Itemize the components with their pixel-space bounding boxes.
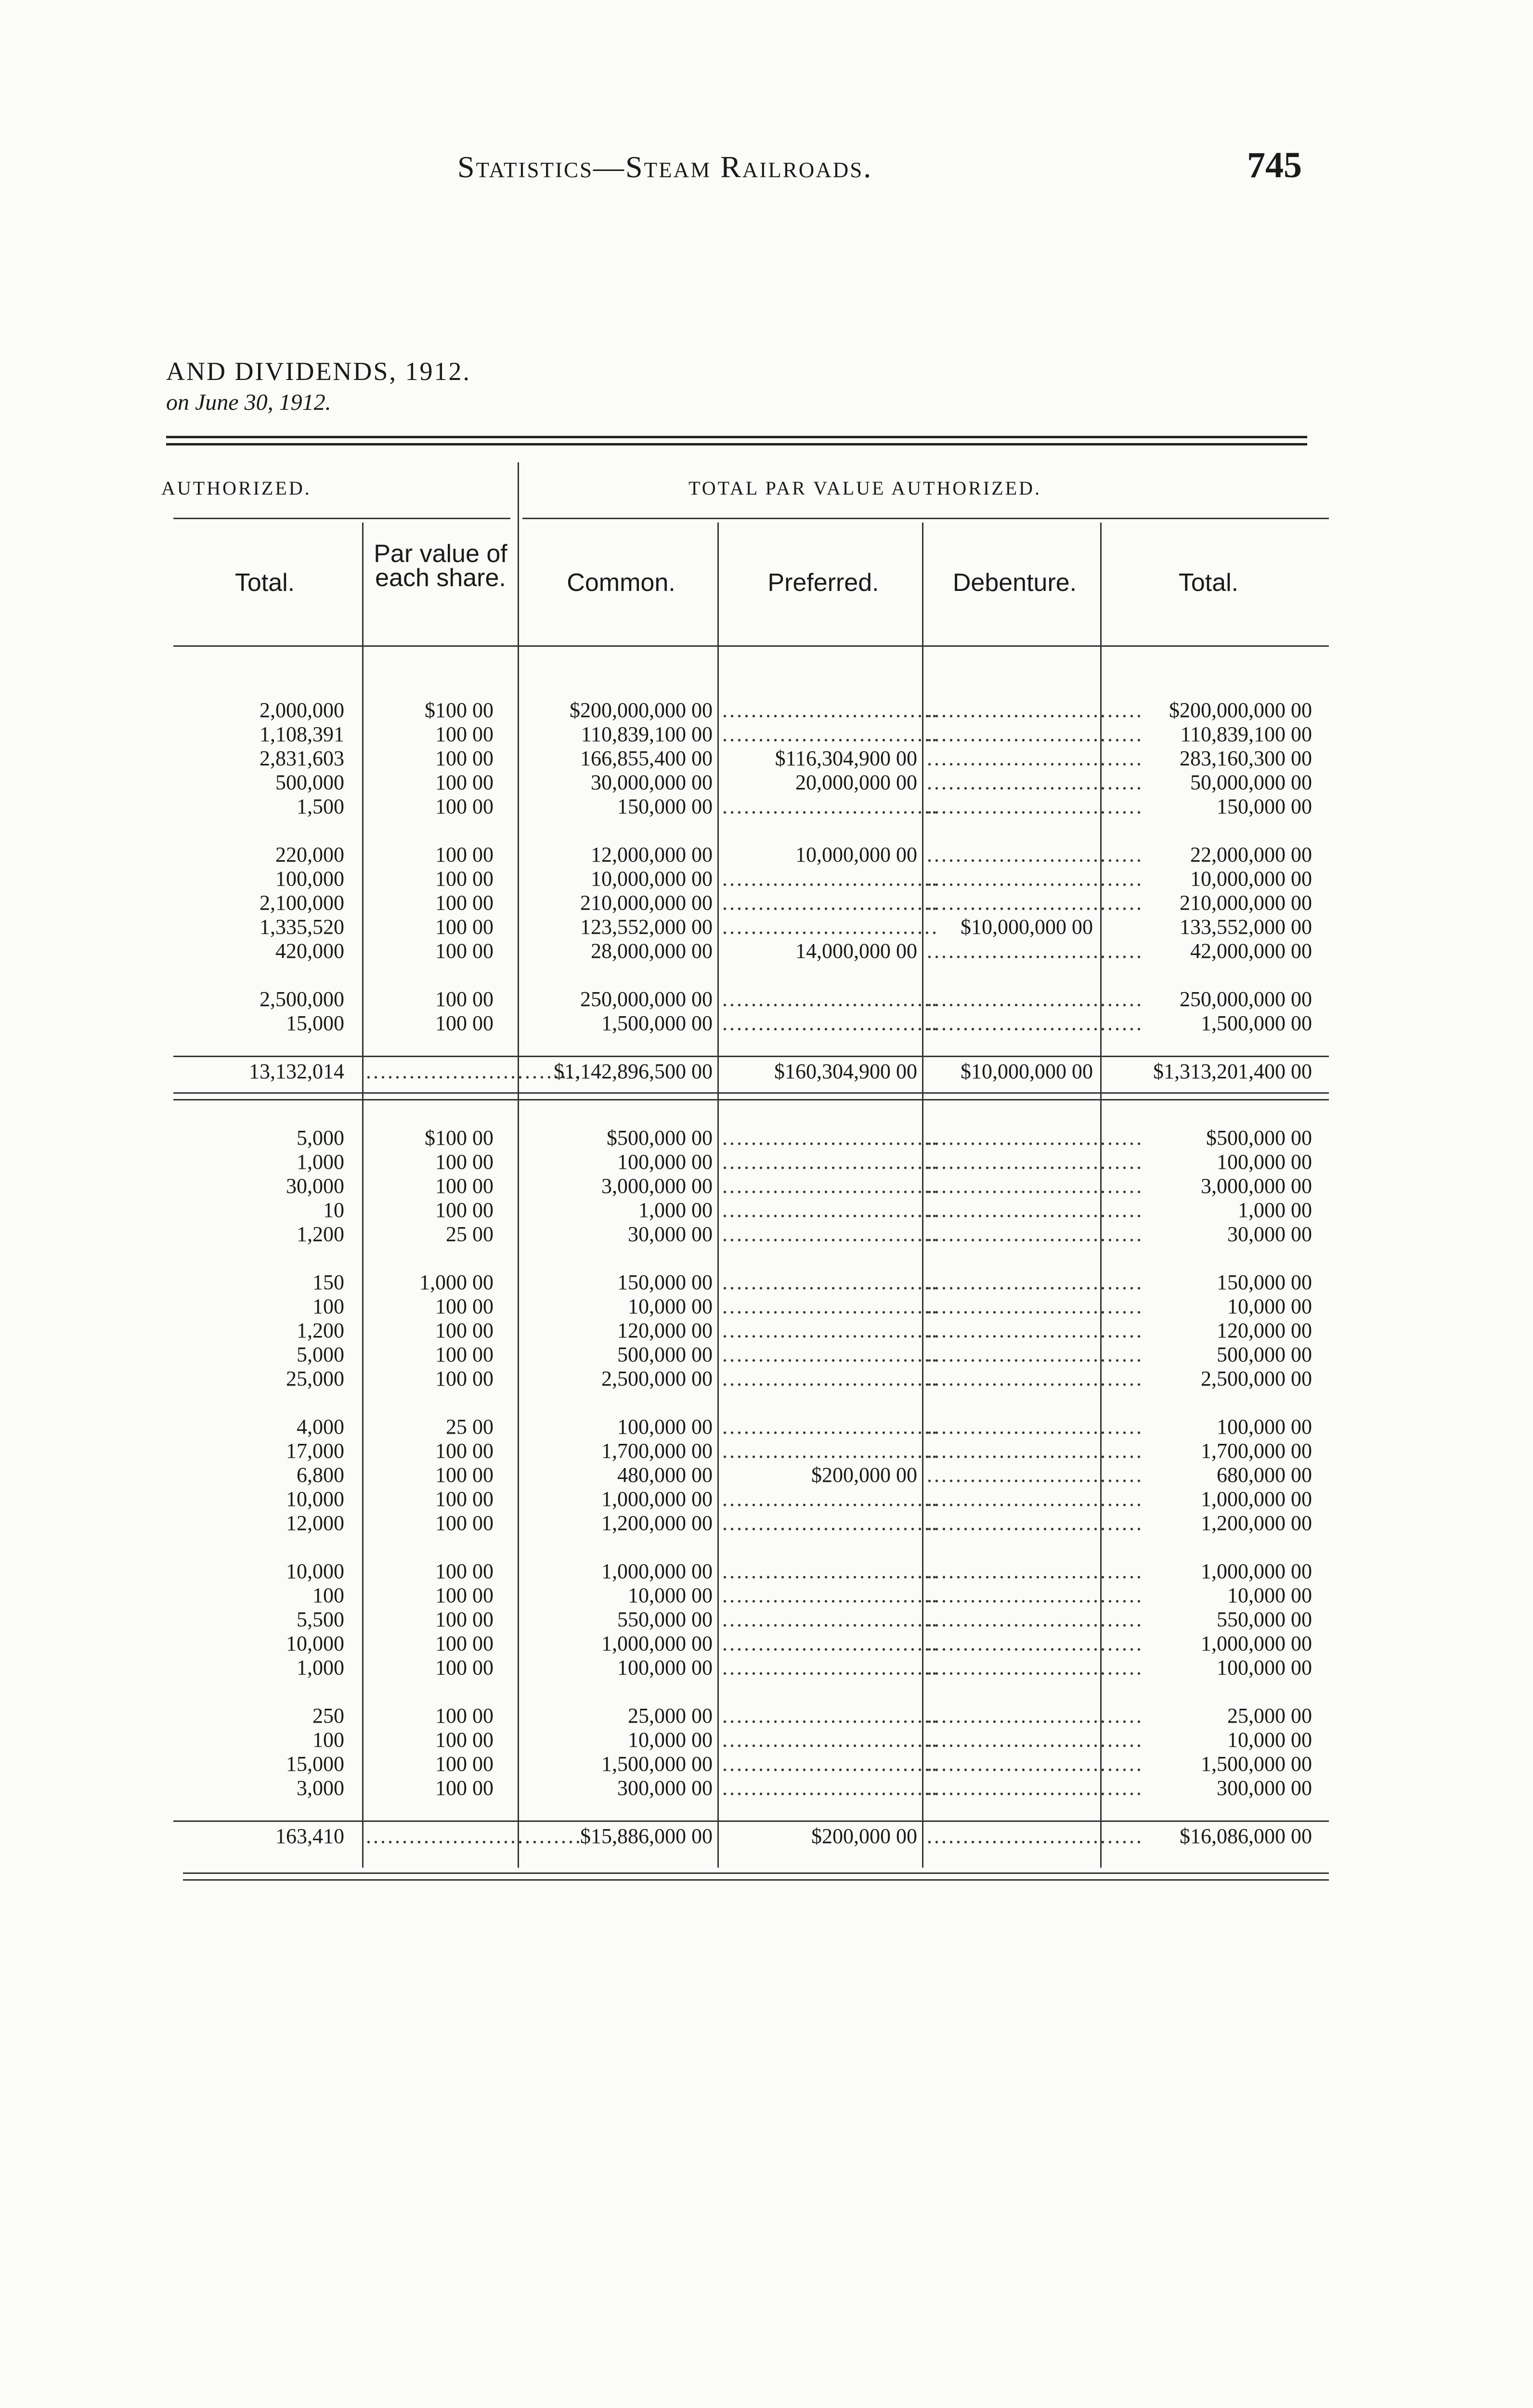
dot-leader: .............................. [722,1752,939,1776]
dot-leader: .............................. [927,1222,1143,1246]
dot-leader: .............................. [927,1295,1143,1318]
cell-total-authorized: 1,500,000 00 [1201,1752,1312,1776]
dot-leader: .............................. [722,1174,939,1198]
top-rule [166,436,1307,438]
dot-leader: .............................. [927,1319,1143,1342]
dot-leader: .............................. [927,1343,1143,1366]
cell-total-authorized: 283,160,300 00 [1180,746,1312,770]
cell-common: 10,000 00 [628,1295,713,1318]
cell-par-value: 100 00 [435,771,494,794]
cell-common: 1,000,000 00 [601,1632,713,1655]
dot-leader: .............................. [722,891,939,915]
dot-leader: .............................. [722,1343,939,1366]
dot-leader: .............................. [722,1608,939,1631]
group-rule-right [522,518,1329,519]
cell-common: $200,000,000 00 [570,698,713,722]
cell-total-authorized: 10,000 00 [1227,1728,1312,1752]
cell-par-value: 100 00 [435,1632,494,1655]
column-header-common: Common. [567,569,676,597]
cell-common: 166,855,400 00 [580,746,713,770]
cell-par-value: 100 00 [435,1656,494,1679]
header-column-rule [1100,523,1102,648]
cell-total-total: 163,410 [275,1824,344,1848]
group-header-total-par: TOTAL PAR VALUE AUTHORIZED. [689,477,1041,499]
cell-total-authorized: 1,000,000 00 [1201,1632,1312,1655]
s2-column-rule [717,1099,719,1868]
cell-total-authorized: 10,000 00 [1227,1295,1312,1318]
cell-total: 2,000,000 [260,698,344,722]
cell-total-authorized: 150,000 00 [1217,795,1312,818]
cell-total-authorized: 250,000,000 00 [1180,987,1312,1011]
dot-leader: .............................. [927,1415,1143,1439]
cell-total-total: 13,132,014 [249,1060,344,1083]
cell-common: 30,000 00 [628,1222,713,1246]
dot-leader: .............................. [366,1824,583,1848]
cell-total: 1,200 [297,1222,344,1246]
s1-column-rule [1100,648,1102,1103]
cell-par-value: 100 00 [435,987,494,1011]
cell-total: 2,500,000 [260,987,344,1011]
dot-leader: .............................. [722,1295,939,1318]
s2-column-rule [1100,1099,1102,1868]
cell-total: 420,000 [275,939,344,963]
cell-preferred: $116,304,900 00 [775,746,917,770]
cell-total-authorized: 110,839,100 00 [1180,722,1312,746]
dot-leader: .............................. [722,1776,939,1800]
column-header-total-right: Total. [1178,569,1239,597]
dot-leader: .............................. [927,1150,1143,1174]
cell-par-value: 100 00 [435,1608,494,1631]
dot-leader: .............................. [722,1656,939,1679]
cell-common: 300,000 00 [617,1776,713,1800]
s1-column-rule [362,648,364,1103]
cell-par-value: 100 00 [435,1511,494,1535]
dot-leader: .............................. [927,1367,1143,1390]
cell-total: 1,108,391 [260,722,344,746]
cell-total: 6,800 [297,1463,344,1487]
cell-par-value: 100 00 [435,1319,494,1342]
cell-par-value: 100 00 [435,1752,494,1776]
cell-common-total: $15,886,000 00 [580,1824,713,1848]
cell-preferred-total: $160,304,900 00 [774,1060,917,1083]
cell-total-authorized: 100,000 00 [1217,1150,1312,1174]
cell-common: 10,000,000 00 [591,867,713,890]
cell-total-authorized: 100,000 00 [1217,1656,1312,1679]
cell-par-value: 100 00 [435,1776,494,1800]
cell-total-authorized: $500,000 00 [1206,1126,1312,1150]
cell-common: 120,000 00 [617,1319,713,1342]
dot-leader: .............................. [927,746,1143,770]
cell-total-authorized: 2,500,000 00 [1201,1367,1312,1390]
cell-total: 3,000 [297,1776,344,1800]
cell-total-authorized: 25,000 00 [1227,1704,1312,1727]
header-column-rule [717,523,719,648]
dot-leader: .............................. [366,1060,583,1083]
cell-common: 1,200,000 00 [601,1511,713,1535]
dot-leader: .............................. [927,1198,1143,1222]
cell-par-value: 100 00 [435,1559,494,1583]
cell-total: 25,000 [286,1367,344,1390]
cell-par-value: $100 00 [425,698,494,722]
cell-total: 2,100,000 [260,891,344,915]
dot-leader: .............................. [722,795,939,818]
dot-leader: .............................. [722,987,939,1011]
cell-common: 110,839,100 00 [581,722,713,746]
cell-total-authorized: 100,000 00 [1217,1415,1312,1439]
cell-common: 150,000 00 [617,795,713,818]
header-column-rule [362,523,364,648]
dot-leader: .............................. [722,698,939,722]
cell-total: 10,000 [286,1487,344,1511]
cell-total-authorized: 10,000 00 [1227,1584,1312,1607]
cell-preferred: 10,000,000 00 [795,843,917,866]
cell-par-value: 100 00 [435,1198,494,1222]
cell-par-value: 100 00 [435,867,494,890]
cell-par-value: 100 00 [435,1367,494,1390]
cell-total-authorized: 1,700,000 00 [1201,1439,1312,1463]
dot-leader: .............................. [722,1270,939,1294]
cell-total: 1,335,520 [260,915,344,939]
column-header-preferred: Preferred. [767,569,879,597]
cell-total: 100,000 [275,867,344,890]
cell-common: 10,000 00 [628,1584,713,1607]
cell-par-value: 25 00 [446,1222,494,1246]
dot-leader: .............................. [927,1656,1143,1679]
cell-total-authorized: 120,000 00 [1217,1319,1312,1342]
cell-common: 25,000 00 [628,1704,713,1727]
cell-common: 1,500,000 00 [601,1011,713,1035]
cell-common: 1,500,000 00 [601,1752,713,1776]
cell-total-authorized: 1,200,000 00 [1201,1511,1312,1535]
dot-leader: .............................. [927,1270,1143,1294]
cell-preferred: 20,000,000 00 [795,771,917,794]
dot-leader: .............................. [722,915,939,939]
cell-total-authorized: 150,000 00 [1217,1270,1312,1294]
cell-common: 10,000 00 [628,1728,713,1752]
cell-par-value: 100 00 [435,1150,494,1174]
table-subtitle: on June 30, 1912. [166,390,331,415]
cell-preferred: $200,000 00 [811,1463,917,1487]
cell-common: 100,000 00 [617,1656,713,1679]
cell-par-value: 100 00 [435,1704,494,1727]
cell-total: 1,200 [297,1319,344,1342]
cell-total: 4,000 [297,1415,344,1439]
dot-leader: .............................. [927,698,1143,722]
cell-total: 15,000 [286,1011,344,1035]
cell-total-authorized: 3,000,000 00 [1201,1174,1312,1198]
cell-total: 150 [312,1270,344,1294]
cell-total-authorized: 1,000 00 [1238,1198,1312,1222]
dot-leader: .............................. [722,1439,939,1463]
cell-common: 28,000,000 00 [591,939,713,963]
bottom-double-rule [183,1872,1329,1874]
s1-column-rule [717,648,719,1103]
cell-par-value: 100 00 [435,915,494,939]
cell-common: $500,000 00 [607,1126,713,1150]
cell-common: 500,000 00 [617,1343,713,1366]
dot-leader: .............................. [927,1728,1143,1752]
dot-leader: .............................. [722,1011,939,1035]
header-column-rule [922,523,923,648]
dot-leader: .............................. [927,1752,1143,1776]
column-header-total: Total. [234,569,295,597]
top-rule-2 [166,443,1307,445]
dot-leader: .............................. [927,1824,1143,1848]
cell-common: 2,500,000 00 [601,1367,713,1390]
cell-common: 3,000,000 00 [601,1174,713,1198]
cell-total: 15,000 [286,1752,344,1776]
cell-common: 250,000,000 00 [580,987,713,1011]
dot-leader: .............................. [927,1174,1143,1198]
dot-leader: .............................. [722,1126,939,1150]
dot-leader: .............................. [927,891,1143,915]
running-head: Statistics—Steam Railroads. [457,150,873,184]
subtotal-rule [173,1056,1329,1057]
s2-column-rule [518,1099,519,1868]
dot-leader: .............................. [927,1463,1143,1487]
dot-leader: .............................. [722,867,939,890]
cell-total-authorized: 133,552,000 00 [1180,915,1312,939]
cell-total-authorized: 500,000 00 [1217,1343,1312,1366]
cell-total: 2,831,603 [260,746,344,770]
cell-common: 12,000,000 00 [591,843,713,866]
dot-leader: .............................. [927,843,1143,866]
cell-par-value: 100 00 [435,1295,494,1318]
cell-total-authorized: 300,000 00 [1217,1776,1312,1800]
cell-par-value: 100 00 [435,1174,494,1198]
cell-total: 5,000 [297,1126,344,1150]
cell-par-value: 100 00 [435,939,494,963]
page-number: 745 [1247,145,1302,185]
cell-total: 17,000 [286,1439,344,1463]
cell-total: 100 [312,1584,344,1607]
cell-total-authorized: 550,000 00 [1217,1608,1312,1631]
dot-leader: .............................. [722,1150,939,1174]
cell-total: 1,000 [297,1150,344,1174]
dot-leader: .............................. [927,1439,1143,1463]
s1-column-rule [518,648,519,1103]
column-header-par-value: Par value of each share. [374,540,507,592]
cell-total: 220,000 [275,843,344,866]
cell-total-authorized: 1,000,000 00 [1201,1487,1312,1511]
dot-leader: .............................. [927,1559,1143,1583]
cell-total-authorized: 1,000,000 00 [1201,1559,1312,1583]
dot-leader: .............................. [927,1608,1143,1631]
cell-par-value: 100 00 [435,1463,494,1487]
cell-common: 1,000,000 00 [601,1559,713,1583]
dot-leader: .............................. [722,1319,939,1342]
cell-par-value: 1,000 00 [419,1270,494,1294]
cell-total-authorized-total: $1,313,201,400 00 [1153,1060,1312,1083]
cell-debenture: $10,000,000 00 [961,915,1093,939]
cell-total-authorized: 42,000,000 00 [1190,939,1312,963]
dot-leader: .............................. [722,1704,939,1727]
cell-total: 10,000 [286,1559,344,1583]
s2-column-rule [922,1099,923,1868]
cell-total-authorized: 30,000 00 [1227,1222,1312,1246]
dot-leader: .............................. [722,1728,939,1752]
cell-common: 150,000 00 [617,1270,713,1294]
dot-leader: .............................. [722,1415,939,1439]
cell-common: 1,000 00 [638,1198,713,1222]
cell-total-authorized: 10,000,000 00 [1190,867,1312,890]
section-double-rule-2 [173,1099,1329,1100]
dot-leader: .............................. [927,771,1143,794]
subtotal-rule-2 [173,1820,1329,1822]
dot-leader: .............................. [927,722,1143,746]
cell-par-value: 100 00 [435,1439,494,1463]
dot-leader: .............................. [722,1222,939,1246]
cell-total-authorized-total: $16,086,000 00 [1180,1824,1312,1848]
dot-leader: .............................. [927,1126,1143,1150]
dot-leader: .............................. [722,1632,939,1655]
s2-column-rule [362,1099,364,1868]
dot-leader: .............................. [927,1776,1143,1800]
dot-leader: .............................. [722,722,939,746]
cell-total: 30,000 [286,1174,344,1198]
cell-par-value: 100 00 [435,1728,494,1752]
cell-common: 1,000,000 00 [601,1487,713,1511]
dot-leader: .............................. [927,1584,1143,1607]
cell-common: 30,000,000 00 [591,771,713,794]
cell-debenture-total: $10,000,000 00 [961,1060,1093,1083]
cell-par-value: 100 00 [435,1584,494,1607]
dot-leader: .............................. [927,1487,1143,1511]
cell-total-authorized: 1,500,000 00 [1201,1011,1312,1035]
dot-leader: .............................. [927,795,1143,818]
cell-common: 100,000 00 [617,1415,713,1439]
cell-par-value: 100 00 [435,795,494,818]
dot-leader: .............................. [927,1704,1143,1727]
cell-par-value: 25 00 [446,1415,494,1439]
cell-total-authorized: 210,000,000 00 [1180,891,1312,915]
dot-leader: .............................. [722,1584,939,1607]
cell-common-total: $1,142,896,500 00 [554,1060,713,1083]
cell-common: 100,000 00 [617,1150,713,1174]
cell-common: 1,700,000 00 [601,1439,713,1463]
dot-leader: .............................. [722,1198,939,1222]
cell-preferred: 14,000,000 00 [795,939,917,963]
cell-total: 100 [312,1728,344,1752]
cell-par-value: 100 00 [435,722,494,746]
cell-common: 210,000,000 00 [580,891,713,915]
dot-leader: .............................. [722,1511,939,1535]
cell-total: 12,000 [286,1511,344,1535]
group-rule-left [173,518,510,519]
cell-par-value: $100 00 [425,1126,494,1150]
cell-total-authorized: 50,000,000 00 [1190,771,1312,794]
cell-par-value: 100 00 [435,746,494,770]
cell-total-authorized: 22,000,000 00 [1190,843,1312,866]
cell-total: 1,000 [297,1656,344,1679]
section-double-rule [173,1092,1329,1094]
dot-leader: .............................. [927,1511,1143,1535]
cell-total: 5,500 [297,1608,344,1631]
cell-total-authorized: $200,000,000 00 [1169,698,1312,722]
cell-par-value: 100 00 [435,891,494,915]
header-bottom-rule [173,645,1329,647]
cell-total: 10,000 [286,1632,344,1655]
cell-par-value: 100 00 [435,1011,494,1035]
cell-total: 1,500 [297,795,344,818]
cell-total: 250 [312,1704,344,1727]
bottom-double-rule-2 [183,1879,1329,1881]
cell-total: 500,000 [275,771,344,794]
group-header-authorized: AUTHORIZED. [161,477,312,499]
dot-leader: .............................. [927,867,1143,890]
cell-par-value: 100 00 [435,1487,494,1511]
header-column-rule [518,462,519,648]
dot-leader: .............................. [722,1487,939,1511]
table-title: AND DIVIDENDS, 1912. [166,357,471,386]
cell-total: 10 [323,1198,344,1222]
cell-par-value: 100 00 [435,1343,494,1366]
dot-leader: .............................. [722,1559,939,1583]
dot-leader: .............................. [927,1632,1143,1655]
dot-leader: .............................. [927,939,1143,963]
cell-common: 480,000 00 [617,1463,713,1487]
cell-common: 550,000 00 [617,1608,713,1631]
cell-common: 123,552,000 00 [580,915,713,939]
dot-leader: .............................. [927,1011,1143,1035]
cell-total-authorized: 680,000 00 [1217,1463,1312,1487]
cell-preferred-total: $200,000 00 [811,1824,917,1848]
s1-column-rule [922,648,923,1103]
cell-total: 5,000 [297,1343,344,1366]
column-header-debenture: Debenture. [952,569,1077,597]
cell-par-value: 100 00 [435,843,494,866]
dot-leader: .............................. [927,987,1143,1011]
cell-total: 100 [312,1295,344,1318]
dot-leader: .............................. [722,1367,939,1390]
